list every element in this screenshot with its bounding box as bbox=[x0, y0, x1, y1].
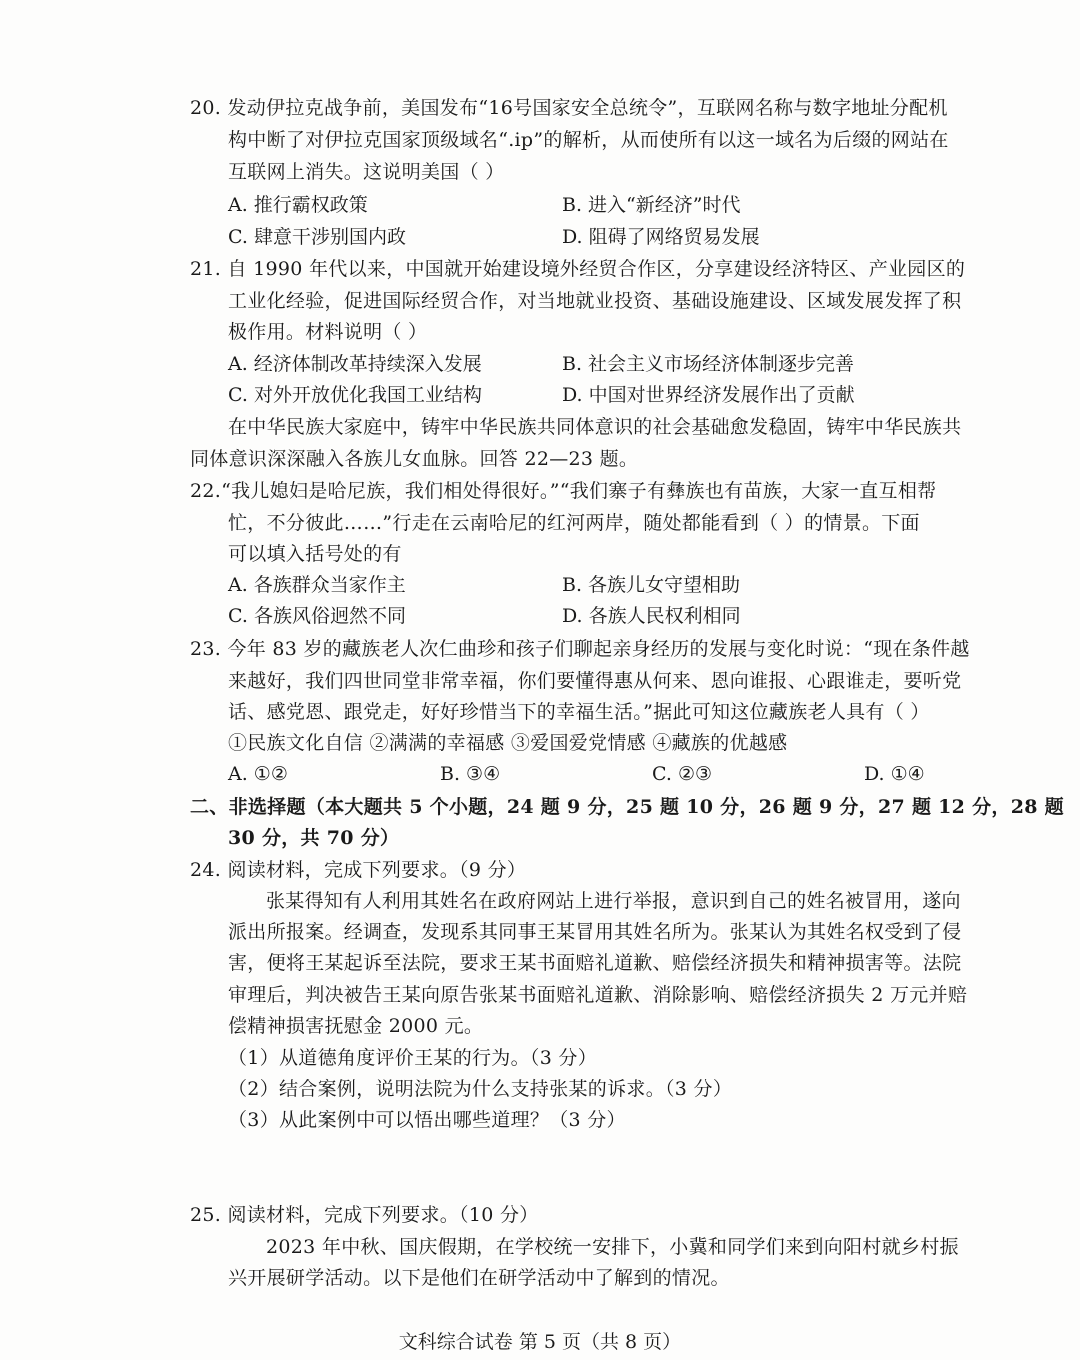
q22-line-3: 可以填入括号处的有 bbox=[228, 543, 402, 565]
q22-option-d: D. 各族人民权利相同 bbox=[562, 605, 741, 627]
intro-22-23-line-2: 同体意识深深融入各族儿女血脉。回答 22—23 题。 bbox=[190, 448, 639, 470]
q24-material-line-3: 害，便将王某起诉至法院，要求王某书面赔礼道歉、赔偿经济损失和精神损害等。法院 bbox=[228, 952, 962, 974]
q20-line-3: 互联网上消失。这说明美国（ ） bbox=[228, 161, 505, 183]
q22-option-a: A. 各族群众当家作主 bbox=[228, 574, 406, 596]
q24-subquestion-1: （1）从道德角度评价王某的行为。（3 分） bbox=[228, 1047, 598, 1069]
q20-line-2: 构中断了对伊拉克国家顶级域名“.ip”的解析，从而使所有以这一域名为后缀的网站在 bbox=[228, 129, 949, 151]
q23-statements: ①民族文化自信 ②满满的幸福感 ③爱国爱党情感 ④藏族的优越感 bbox=[228, 732, 788, 754]
q24-material-line-2: 派出所报案。经调查，发现系其同事王某冒用其姓名所为。张某认为其姓名权受到了侵 bbox=[228, 921, 962, 943]
q20-option-b: B. 进入“新经济”时代 bbox=[562, 194, 741, 216]
q24-material-line-4: 审理后，判决被告王某向原告张某书面赔礼道歉、消除影响、赔偿经济损失 2 万元并赔 bbox=[228, 984, 968, 1006]
q20-option-c: C. 肆意干涉别国内政 bbox=[228, 226, 406, 248]
q21-option-a: A. 经济体制改革持续深入发展 bbox=[228, 353, 482, 375]
q22-option-b: B. 各族儿女守望相助 bbox=[562, 574, 741, 596]
q24-material-line-1: 张某得知有人利用其姓名在政府网站上进行举报，意识到自己的姓名被冒用，遂向 bbox=[266, 890, 961, 912]
q20-option-a: A. 推行霸权政策 bbox=[228, 194, 368, 216]
q23-option-c: C. ②③ bbox=[652, 763, 713, 785]
q23-option-d: D. ①④ bbox=[864, 763, 925, 785]
q24-subquestion-2: （2）结合案例，说明法院为什么支持张某的诉求。（3 分） bbox=[228, 1078, 733, 1100]
q23-option-a: A. ①② bbox=[228, 763, 288, 785]
q23-line-2: 来越好，我们四世同堂非常幸福，你们要懂得惠从何来、恩向谁报、心跟谁走，要听党 bbox=[228, 670, 962, 692]
q23-line-1: 23. 今年 83 岁的藏族老人次仁曲珍和孩子们聊起亲身经历的发展与变化时说：“现在条件越 bbox=[190, 638, 970, 660]
q21-option-c: C. 对外开放优化我国工业结构 bbox=[228, 384, 482, 406]
q25-title: 25. 阅读材料，完成下列要求。（10 分） bbox=[190, 1204, 539, 1226]
q22-line-1: 22.“我儿媳妇是哈尼族，我们相处得很好。”“我们寨子有彝族也有苗族，大家一直互相帮 bbox=[190, 480, 937, 502]
q23-line-3: 话、感党恩、跟党走，好好珍惜当下的幸福生活。”据此可知这位藏族老人具有（ ） bbox=[228, 701, 930, 723]
q22-line-2: 忙，不分彼此……”行走在云南哈尼的红河两岸，随处都能看到（ ）的情景。下面 bbox=[228, 512, 920, 534]
q24-subquestion-3: （3）从此案例中可以悟出哪些道理？（3 分） bbox=[228, 1109, 626, 1131]
q21-line-3: 极作用。材料说明（ ） bbox=[228, 321, 428, 343]
q21-line-2: 工业化经验，促进国际经贸合作，对当地就业投资、基础设施建设、区域发展发挥了积 bbox=[228, 290, 962, 312]
q21-option-d: D. 中国对世界经济发展作出了贡献 bbox=[562, 384, 855, 406]
q20-line-1: 20. 发动伊拉克战争前，美国发布“16号国家安全总统令”，互联网名称与数字地址分配机 bbox=[190, 97, 948, 119]
q22-option-c: C. 各族风俗迥然不同 bbox=[228, 605, 406, 627]
q25-material-line-1: 2023 年中秋、国庆假期，在学校统一安排下，小冀和同学们来到向阳村就乡村振 bbox=[266, 1236, 959, 1258]
q23-option-b: B. ③④ bbox=[440, 763, 501, 785]
section-2-heading-line-2: 30 分，共 70 分） bbox=[228, 827, 400, 849]
intro-22-23-line-1: 在中华民族大家庭中，铸牢中华民族共同体意识的社会基础愈发稳固，铸牢中华民族共 bbox=[228, 416, 962, 438]
q21-line-1: 21. 自 1990 年代以来，中国就开始建设境外经贸合作区，分享建设经济特区、产业园区的 bbox=[190, 258, 966, 280]
q21-option-b: B. 社会主义市场经济体制逐步完善 bbox=[562, 353, 855, 375]
q25-material-line-2: 兴开展研学活动。以下是他们在研学活动中了解到的情况。 bbox=[228, 1267, 730, 1289]
section-2-heading-line-1: 二、非选择题（本大题共 5 个小题，24 题 9 分，25 题 10 分，26 题 9 分，27 题 12 分，28 题 bbox=[190, 796, 1064, 818]
page-footer: 文科综合试卷 第 5 页（共 8 页） bbox=[398, 1331, 682, 1353]
q24-title: 24. 阅读材料，完成下列要求。（9 分） bbox=[190, 859, 527, 881]
q20-option-d: D. 阻碍了网络贸易发展 bbox=[562, 226, 760, 248]
q24-material-line-5: 偿精神损害抚慰金 2000 元。 bbox=[228, 1015, 484, 1037]
